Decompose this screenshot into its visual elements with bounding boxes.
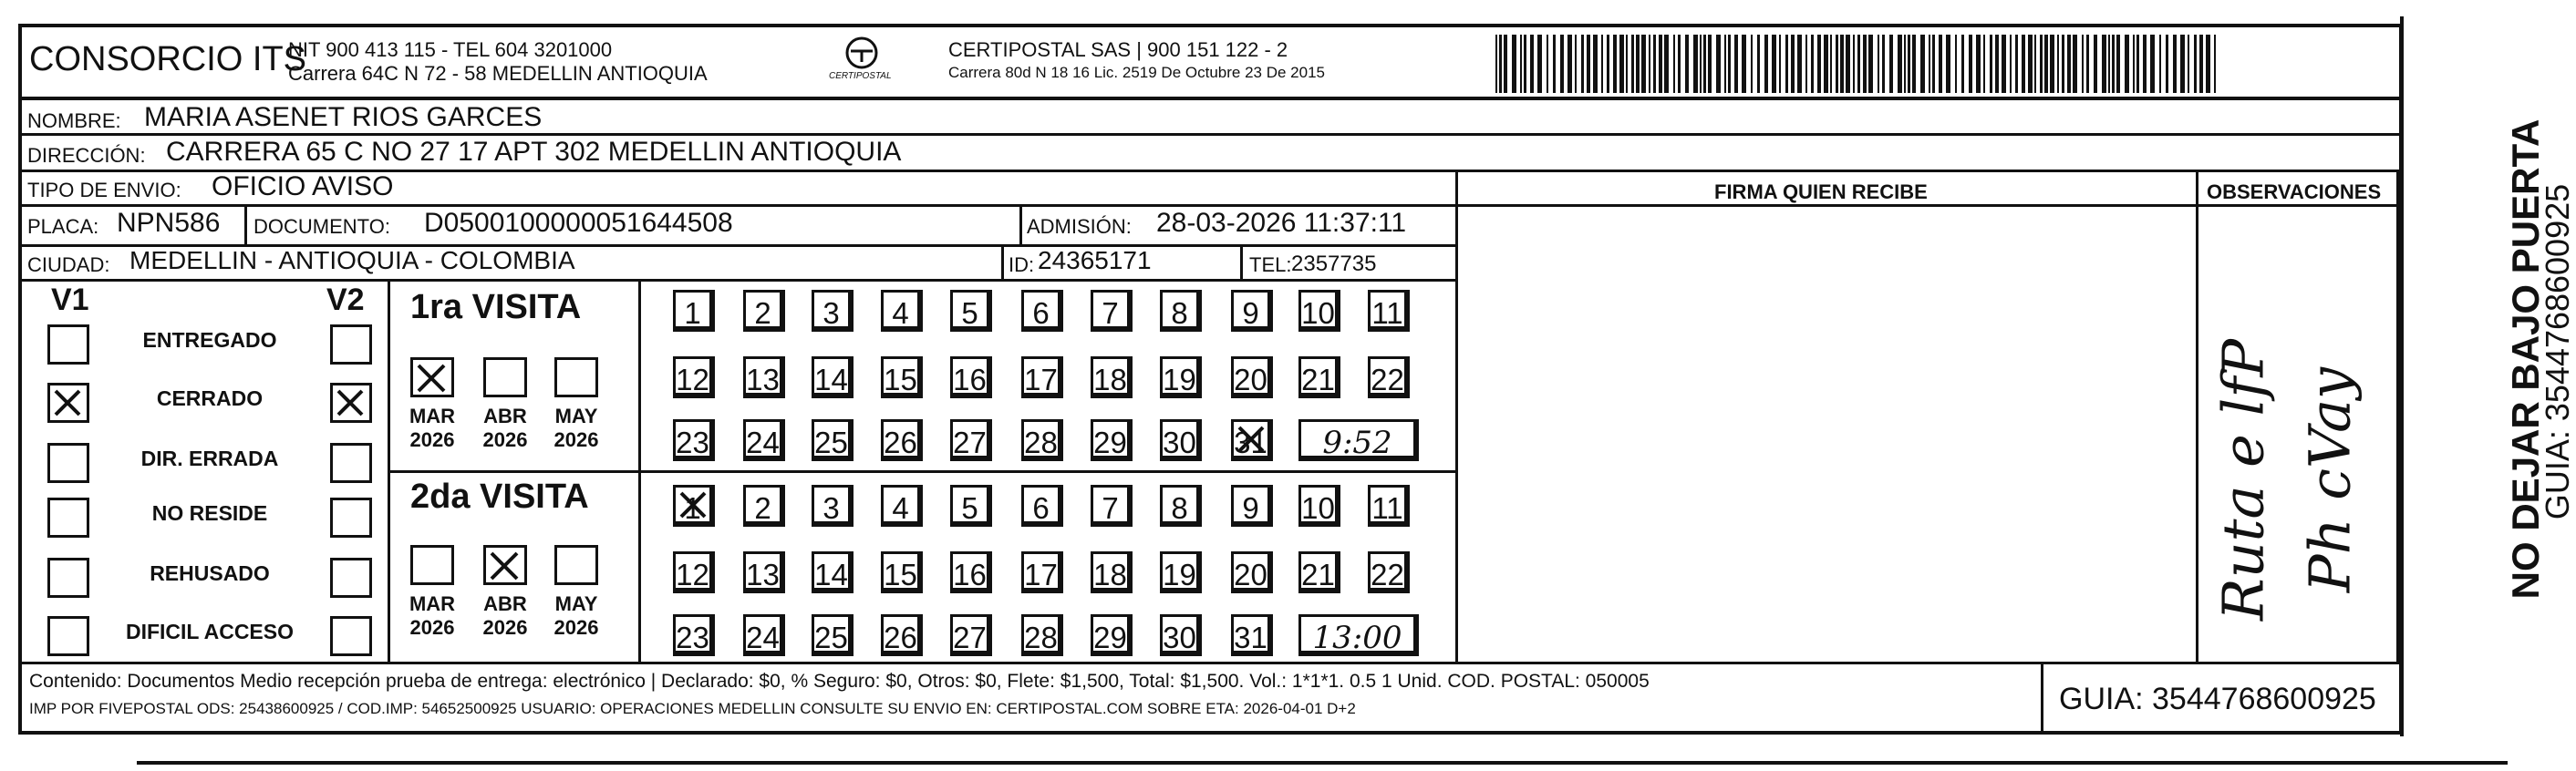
barcode-bar xyxy=(1824,35,1828,93)
barcode-bar xyxy=(1836,35,1838,93)
barcode-bar xyxy=(1846,35,1850,93)
barcode-bar xyxy=(1772,35,1776,93)
barcode-bar xyxy=(2112,35,2115,93)
day-box[interactable]: 24 xyxy=(743,614,785,656)
day-box[interactable]: 10 xyxy=(1298,290,1340,332)
barcode-bar xyxy=(1593,35,1598,93)
barcode-bar xyxy=(1659,35,1662,93)
barcode-bar xyxy=(1990,35,1992,93)
barcode-bar xyxy=(1693,35,1698,93)
admision-value: 28-03-2026 11:37:11 xyxy=(1156,208,1407,238)
day-box[interactable]: 9 xyxy=(1231,290,1273,332)
barcode-bar xyxy=(1840,35,1844,93)
barcode-bar xyxy=(2136,35,2139,93)
barcode-bar xyxy=(1853,35,1855,93)
day-box[interactable]: 16 xyxy=(950,356,992,398)
day-box[interactable]: 23 xyxy=(673,614,715,656)
day-box[interactable]: 21 xyxy=(1298,551,1340,593)
barcode-bar xyxy=(2188,35,2189,93)
barcode-bar xyxy=(2082,35,2084,93)
certipostal-logo xyxy=(816,35,907,89)
barcode-bar xyxy=(1929,35,1930,93)
barcode-bar xyxy=(2125,35,2129,93)
month-checkbox[interactable] xyxy=(483,545,527,585)
barcode-bar xyxy=(1547,35,1548,93)
barcode-bar xyxy=(2062,35,2064,93)
day-box[interactable]: 24 xyxy=(743,419,785,461)
barcode xyxy=(1495,35,2225,93)
day-box[interactable]: 14 xyxy=(812,356,853,398)
barcode-bar xyxy=(1631,35,1634,93)
obs-left-border xyxy=(2196,170,2198,662)
barcode-bar xyxy=(2094,35,2097,93)
day-box[interactable]: 8 xyxy=(1160,290,1202,332)
direccion-label: DIRECCIÓN: xyxy=(27,144,146,167)
barcode-bar xyxy=(2159,35,2161,93)
barcode-bar xyxy=(1530,35,1534,93)
day-box[interactable]: 28 xyxy=(1021,419,1063,461)
barcode-bar xyxy=(2073,35,2077,93)
day-box[interactable]: 23 xyxy=(673,419,715,461)
barcode-bar xyxy=(1868,35,1873,93)
day-box[interactable]: 15 xyxy=(881,551,923,593)
visita2-title: 2da VISITA xyxy=(410,478,589,516)
placa-divider xyxy=(244,206,247,244)
day-box[interactable]: 20 xyxy=(1231,356,1273,398)
barcode-bar xyxy=(1504,35,1507,93)
v1-checkbox[interactable] xyxy=(47,616,89,656)
visita-divider xyxy=(388,470,1455,473)
status-label: NO RESIDE xyxy=(151,501,268,525)
day-box[interactable]: 18 xyxy=(1091,356,1133,398)
barcode-bar xyxy=(1817,35,1821,93)
firma-left-border xyxy=(1455,170,1458,662)
barcode-bar xyxy=(1908,35,1910,93)
nombre-label: NOMBRE: xyxy=(27,109,121,132)
day-box[interactable]: 3 xyxy=(812,485,853,527)
day-box[interactable]: 18 xyxy=(1091,551,1133,593)
barcode-bar xyxy=(1955,35,1957,93)
barcode-bar xyxy=(1649,35,1650,93)
placa-label: PLACA: xyxy=(27,215,99,238)
v1-checkbox[interactable] xyxy=(47,324,89,365)
barcode-bar xyxy=(2133,35,2135,93)
barcode-bar xyxy=(2180,35,2185,93)
v2-checkbox[interactable] xyxy=(330,383,372,423)
check-mark-icon xyxy=(333,386,369,422)
barcode-bar xyxy=(1575,35,1577,93)
day-box[interactable]: 29 xyxy=(1091,614,1133,656)
year-label: 2026 xyxy=(409,428,455,451)
day-box[interactable]: 22 xyxy=(1368,551,1410,593)
logo-icon xyxy=(816,35,907,89)
company-name: CONSORCIO ITS xyxy=(29,40,307,78)
day-box[interactable]: 9 xyxy=(1231,485,1273,527)
barcode-bar xyxy=(1811,35,1814,93)
barcode-bar xyxy=(1607,35,1609,93)
barcode-bar xyxy=(1912,35,1916,93)
day-box[interactable]: 14 xyxy=(812,551,853,593)
barcode-bar xyxy=(1830,35,1832,93)
barcode-bar xyxy=(2150,35,2155,93)
day-box[interactable]: 31 xyxy=(1231,614,1273,656)
check-mark-icon xyxy=(676,488,712,524)
v2-checkbox[interactable] xyxy=(330,558,372,598)
v1-checkbox[interactable] xyxy=(47,498,89,538)
documento-value: D0500100000051644508 xyxy=(424,208,733,238)
day-box[interactable]: 30 xyxy=(1160,614,1202,656)
day-box[interactable]: 8 xyxy=(1160,485,1202,527)
barcode-bar xyxy=(2108,35,2110,93)
barcode-bar xyxy=(1742,35,1746,93)
barcode-bar xyxy=(1581,35,1584,93)
month-checkbox[interactable] xyxy=(483,357,527,397)
footer-content-line: Contenido: Documentos Medio recepción prueba de entrega: electrónico | Declarado: $0, % Seguro: $0, Otros: $0, Flete: $1,500, Total: $1,500. Vol.: 1*1*1. 0.5 1 Unid. COD. POSTAL: 050005 xyxy=(29,671,1650,692)
day-box[interactable]: 11 xyxy=(1368,290,1410,332)
barcode-bar xyxy=(1857,35,1860,93)
barcode-bar xyxy=(2040,35,2043,93)
tel-value: 2357735 xyxy=(1291,252,1377,276)
barcode-bar xyxy=(1716,35,1721,93)
barcode-bar xyxy=(1524,35,1526,93)
check-mark-icon xyxy=(50,386,87,422)
barcode-bar xyxy=(1703,35,1706,93)
barcode-bar xyxy=(1932,35,1935,93)
day-box[interactable]: 6 xyxy=(1021,290,1063,332)
day-box[interactable]: 17 xyxy=(1021,551,1063,593)
barcode-bar xyxy=(1613,35,1617,93)
side-warning: NO DEJAR BAJO PUERTA xyxy=(2504,118,2547,600)
company-address: Carrera 64C N 72 - 58 MEDELLIN ANTIOQUIA xyxy=(288,62,708,85)
barcode-bar xyxy=(1708,35,1712,93)
barcode-bar xyxy=(1553,35,1556,93)
firma-header: FIRMA QUIEN RECIBE xyxy=(1714,180,1928,203)
day-box[interactable]: 28 xyxy=(1021,614,1063,656)
month-label: MAR xyxy=(409,405,456,427)
visita1-title: 1ra VISITA xyxy=(410,288,582,326)
barcode-bar xyxy=(1779,35,1781,93)
barcode-bar xyxy=(2194,35,2197,93)
barcode-bar xyxy=(1757,35,1760,93)
barcode-bar xyxy=(1520,35,1522,93)
status-label: REHUSADO xyxy=(150,561,270,585)
day-box[interactable]: 5 xyxy=(950,290,992,332)
ciudad-label: CIUDAD: xyxy=(27,253,110,276)
barcode-bar xyxy=(1751,35,1753,93)
barcode-bar xyxy=(1724,35,1726,93)
v2-checkbox[interactable] xyxy=(330,324,372,365)
day-box[interactable]: 3 xyxy=(812,290,853,332)
day-box[interactable]: 4 xyxy=(881,485,923,527)
barcode-bar xyxy=(1734,35,1738,93)
day-box[interactable]: 19 xyxy=(1160,551,1202,593)
month-day-divider xyxy=(638,279,641,662)
day-box[interactable]: 29 xyxy=(1091,419,1133,461)
barcode-bar xyxy=(2166,35,2168,93)
day-box[interactable]: 12 xyxy=(673,356,715,398)
header-divider xyxy=(22,97,2403,100)
barcode-bar xyxy=(2067,35,2071,93)
v2-checkbox[interactable] xyxy=(330,443,372,483)
day-box[interactable]: 19 xyxy=(1160,356,1202,398)
barcode-bar xyxy=(1619,35,1624,93)
month-label: MAY xyxy=(554,405,598,427)
day-box[interactable]: 7 xyxy=(1091,485,1133,527)
barcode-bar xyxy=(1560,35,1564,93)
barcode-bars xyxy=(1495,35,2216,93)
barcode-bar xyxy=(1641,35,1646,93)
month-label: ABR xyxy=(483,592,527,615)
barcode-bar xyxy=(2022,35,2025,93)
status-label: DIFICIL ACCESO xyxy=(125,620,294,643)
barcode-bar xyxy=(2102,35,2106,93)
tel-divider xyxy=(1240,244,1243,279)
status-label: DIR. ERRADA xyxy=(140,447,279,470)
barcode-bar xyxy=(2173,35,2177,93)
barcode-bar xyxy=(1904,35,1906,93)
day-box[interactable]: 15 xyxy=(881,356,923,398)
barcode-bar xyxy=(1882,35,1885,93)
side-guia: GUIA: 3544768600925 xyxy=(2539,183,2576,520)
barcode-bar xyxy=(1601,35,1603,93)
v1-header: V1 xyxy=(51,283,89,317)
barcode-bar xyxy=(1791,35,1795,93)
barcode-bar xyxy=(1673,35,1675,93)
barcode-bar xyxy=(1587,35,1590,93)
day-box[interactable]: 17 xyxy=(1021,356,1063,398)
admision-label: ADMISIÓN: xyxy=(1027,215,1132,238)
barcode-bar xyxy=(2206,35,2210,93)
documento-label: DOCUMENTO: xyxy=(253,215,390,238)
barcode-bar xyxy=(2116,35,2120,93)
day-box[interactable]: 4 xyxy=(881,290,923,332)
barcode-bar xyxy=(1764,35,1768,93)
v2-checkbox[interactable] xyxy=(330,498,372,538)
barcode-bar xyxy=(1700,35,1702,93)
time-box[interactable]: 13:00 xyxy=(1298,614,1419,656)
barcode-bar xyxy=(1889,35,1893,93)
barcode-bar xyxy=(1512,35,1516,93)
year-label: 2026 xyxy=(409,616,455,639)
day-box-marked[interactable]: 31 xyxy=(1231,419,1273,461)
day-box[interactable]: 1 xyxy=(673,485,715,527)
month-checkbox[interactable] xyxy=(410,357,454,397)
v2-header: V2 xyxy=(326,283,365,317)
id-divider xyxy=(1001,244,1004,279)
bottom-edge-line xyxy=(137,761,2508,765)
barcode-bar xyxy=(1567,35,1572,93)
barcode-bar xyxy=(1495,35,1497,93)
nit-line: NIT 900 413 115 - TEL 604 3201000 xyxy=(288,38,613,61)
barcode-bar xyxy=(1785,35,1788,93)
tel-label: TEL: xyxy=(1249,253,1292,276)
barcode-bar xyxy=(2034,35,2036,93)
barcode-bar xyxy=(1976,35,1981,93)
right-edge-line xyxy=(2400,16,2404,736)
admision-divider xyxy=(1019,206,1022,244)
month-checkbox[interactable] xyxy=(410,545,454,585)
day-box[interactable]: 27 xyxy=(950,419,992,461)
barcode-bar xyxy=(1685,35,1689,93)
barcode-bar xyxy=(1920,35,1925,93)
barcode-bar xyxy=(2010,35,2012,93)
day-box[interactable]: 25 xyxy=(812,419,853,461)
observaciones-note-1: Ruta e lfP xyxy=(2209,338,2277,622)
day-box[interactable]: 26 xyxy=(881,419,923,461)
day-box[interactable]: 12 xyxy=(673,551,715,593)
ciudad-value: MEDELLIN - ANTIOQUIA - COLOMBIA xyxy=(129,246,575,274)
placa-value: NPN586 xyxy=(117,208,221,238)
v1-checkbox[interactable] xyxy=(47,443,89,483)
tipo-label: TIPO DE ENVIO: xyxy=(27,179,181,201)
certipostal-license: Carrera 80d N 18 16 Lic. 2519 De Octubre 23 De 2015 xyxy=(948,64,1325,81)
year-label: 2026 xyxy=(553,428,599,451)
barcode-bar xyxy=(2214,35,2216,93)
barcode-bar xyxy=(2086,35,2089,93)
month-checkbox[interactable] xyxy=(554,545,598,585)
barcode-bar xyxy=(1626,35,1628,93)
footer-guia: GUIA: 3544768600925 xyxy=(2059,682,2376,716)
month-label: MAR xyxy=(409,592,456,615)
day-box[interactable]: 30 xyxy=(1160,419,1202,461)
day-box[interactable]: 22 xyxy=(1368,356,1410,398)
barcode-bar xyxy=(2143,35,2147,93)
barcode-bar xyxy=(2002,35,2006,93)
barcode-bar xyxy=(1728,35,1731,93)
time-box[interactable]: 9:52 xyxy=(1298,419,1419,461)
v2-checkbox[interactable] xyxy=(330,616,372,656)
barcode-bar xyxy=(1878,35,1879,93)
barcode-bar xyxy=(2057,35,2059,93)
nombre-value: MARIA ASENET RIOS GARCES xyxy=(144,102,543,132)
v1-checkbox[interactable] xyxy=(47,383,89,423)
year-label: 2026 xyxy=(482,428,528,451)
barcode-bar xyxy=(2028,35,2033,93)
day-box[interactable]: 2 xyxy=(743,290,785,332)
barcode-bar xyxy=(1653,35,1656,93)
day-box[interactable]: 1 xyxy=(673,290,715,332)
barcode-bar xyxy=(2044,35,2048,93)
day-box[interactable]: 21 xyxy=(1298,356,1340,398)
barcode-bar xyxy=(1664,35,1669,93)
month-label: MAY xyxy=(554,592,598,615)
footer-print-line: IMP POR FIVEPOSTAL ODS: 25438600925 / COD.IMP: 54652500925 USUARIO: OPERACIONES MEDELLIN CONSULTE SU ENVIO EN: CERTIPOSTAL.COM SOBRE ETA: 2026-04-01 D+2 xyxy=(29,700,1356,717)
status-label: ENTREGADO xyxy=(142,328,277,352)
day-box[interactable]: 11 xyxy=(1368,485,1410,527)
barcode-bar xyxy=(1537,35,1542,93)
day-box[interactable]: 6 xyxy=(1021,485,1063,527)
check-mark-icon xyxy=(486,548,524,586)
barcode-bar xyxy=(1983,35,1985,93)
obs-right-border xyxy=(2396,170,2399,662)
logo-text: CERTIPOSTAL xyxy=(829,71,892,81)
barcode-bar xyxy=(1797,35,1802,93)
day-box[interactable]: 5 xyxy=(950,485,992,527)
barcode-bar xyxy=(1863,35,1867,93)
day-box[interactable]: 13 xyxy=(743,551,785,593)
footer-guia-divider xyxy=(2041,662,2043,735)
day-box[interactable]: 16 xyxy=(950,551,992,593)
barcode-bar xyxy=(1939,35,1942,93)
id-value: 24365171 xyxy=(1038,246,1152,274)
certipostal-line: CERTIPOSTAL SAS | 900 151 122 - 2 xyxy=(948,38,1288,61)
day-box[interactable]: 2 xyxy=(743,485,785,527)
month-label: ABR xyxy=(483,405,527,427)
day-box[interactable]: 27 xyxy=(950,614,992,656)
barcode-bar xyxy=(1499,35,1502,93)
observaciones-note-2: Ph cVay xyxy=(2296,366,2364,593)
v1-checkbox[interactable] xyxy=(47,558,89,598)
month-checkbox[interactable] xyxy=(554,357,598,397)
barcode-bar xyxy=(2199,35,2203,93)
row-divider-5 xyxy=(22,279,1455,282)
day-box[interactable]: 13 xyxy=(743,356,785,398)
day-box[interactable]: 20 xyxy=(1231,551,1273,593)
barcode-bar xyxy=(1946,35,1950,93)
barcode-bar xyxy=(2015,35,2018,93)
check-mark-icon xyxy=(413,360,451,398)
observaciones-header: OBSERVACIONES xyxy=(2207,180,2382,203)
row-divider-1 xyxy=(22,133,2403,136)
id-label: ID: xyxy=(1009,253,1035,276)
barcode-bar xyxy=(1995,35,1999,93)
status-label: CERRADO xyxy=(156,386,264,410)
barcode-bar xyxy=(1961,35,1964,93)
barcode-bar xyxy=(1678,35,1681,93)
day-box[interactable]: 10 xyxy=(1298,485,1340,527)
year-label: 2026 xyxy=(553,616,599,639)
barcode-bar xyxy=(1898,35,1902,93)
day-box[interactable]: 7 xyxy=(1091,290,1133,332)
year-label: 2026 xyxy=(482,616,528,639)
tipo-value: OFICIO AVISO xyxy=(212,171,394,201)
day-box[interactable]: 25 xyxy=(812,614,853,656)
barcode-bar xyxy=(2050,35,2054,93)
check-mark-icon xyxy=(1234,422,1270,458)
day-box[interactable]: 26 xyxy=(881,614,923,656)
header-underline xyxy=(1455,204,2399,207)
barcode-bar xyxy=(1969,35,1972,93)
barcode-bar xyxy=(1636,35,1640,93)
direccion-value: CARRERA 65 C NO 27 17 APT 302 MEDELLIN ANTIOQUIA xyxy=(166,137,902,167)
barcode-bar xyxy=(1805,35,1807,93)
